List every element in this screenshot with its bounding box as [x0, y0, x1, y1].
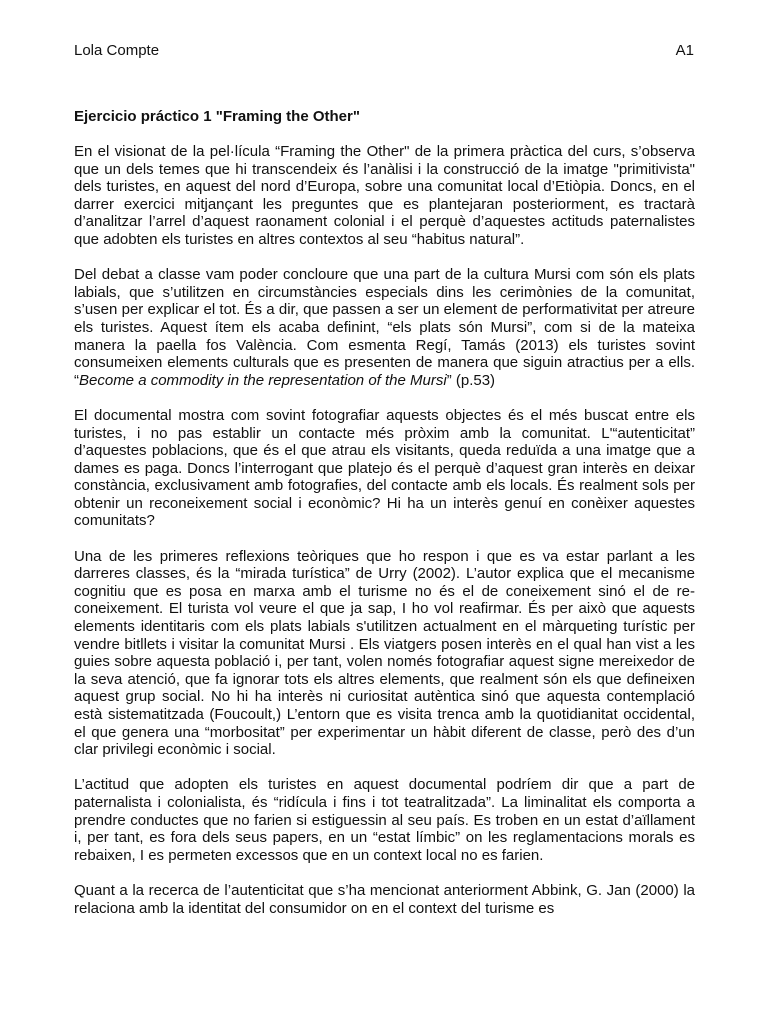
paragraph-debate [74, 266, 695, 389]
page-header [74, 42, 694, 60]
paragraph-attitude: L’actitud que adopten els turistes en aquest documental podríem dir que a part de paternalista i colonialista, és “ridícula i fins i tot teatralitzada”. La liminalitat els comporta a prendre conductes que no farien si estiguessin al seu país. Es troben en un estat d’aïllament i, per tant, es fora dels seus papers, en un “estat límbic” on les reglamentacions morals es rebaixen, I es permeten excessos que en un context local no es farien. [74, 776, 695, 864]
paragraph-documentary: El documental mostra com sovint fotografiar aquests objectes és el més buscat entre els turistes, i no pas establir un contacte més pròxim amb la comunitat. L'“autenticitat” d’aquestes poblacions, que és el que atrau els visitants, queda reduïda a una imatge que a dames es paga. Doncs l’interrogant que platejo és el perquè d’aquest gran interès en deixar constància, exclusivament amb fotografies, del contacte amb els locals. És realment sols per obtenir un reconeixement social i econòmic? Hi ha un interès genuí en conèixer aquestes comunitats? [74, 406, 695, 530]
document-title: Ejercicio práctico 1 "Framing the Other" [74, 108, 360, 125]
document-body [74, 108, 695, 917]
assignment-code: A1 [675, 42, 694, 59]
author-name: Lola Compte [74, 42, 160, 59]
paragraph-debate-text: Del debat a classe vam poder concloure que una part de la cultura Mursi com són els plats labials, que s’utilitzen en circumstàncies especials dins les cerimònies de la comunitat, s’usen per explicar el tot. És a dir, que passen a ser un element de performativitat per atreure els turistes. Aquest ítem els acaba definint, “els plats són Mursi”, com si de la mateixa manera la paella fos València. Com esmenta Regí, Tamás (2013) els turistes sovint consumeixen elements culturals que es presenten de manera que siguin atractius per a ells. “ [74, 266, 695, 389]
quote-italic: Become a commodity in the representation of the Mursi [79, 371, 447, 389]
paragraph-authenticity: Quant a la recerca de l’autenticitat que s’ha mencionat anteriorment Abbink, G. Jan (2000) la relaciona amb la identitat del consumidor on en el context del turisme es [74, 881, 695, 917]
paragraph-tourist-gaze: Una de les primeres reflexions teòriques que ho respon i que es va estar parlant a les darreres classes, és la “mirada turística” de Urry (2002). L’autor explica que el mecanisme cognitiu que es posa en marxa amb el turisme no és el de coneixement sinó el de re-coneixement. El turista vol veure el que ja sap, I ho vol reafirmar. És per això que aquests elements identitaris com els plats labials s'utilitzen actualment en el màrqueting turístic per vendre bitllets i visitar la comunitat Mursi . Els viatgers posen interès en el qual han vist a les guies sobre aquesta població i, per tant, volen només fotografiar aquest signe mereixedor de la seva atenció, que fa ignorar tots els altres elements, que realment són els que defineixen aquest grup social. No hi ha interès ni curiositat autèntica sinó que aquesta contemplació està sistematitzada (Foucoult,) L’entorn que es visita trenca amb la quotidianitat occidental, el que genera una “morbositat” per experimentar un hàbit diferent de classe, però des d’un clar privilegi econòmic i social. [74, 547, 695, 759]
paragraph-intro: En el visionat de la pel·lícula “Framing the Other" de la primera pràctica del curs, s’observa que un dels temes que hi transcendeix és l’anàlisi i la construcció de la imatge "primitivista" dels turistes, en aquest del nord d’Europa, sobre una comunitat local d’Etiòpia. Doncs, en el darrer exercici mitjançant les preguntes que es plantejaran posteriorment, es tractarà d’analitzar l’arrel d’aquest raonament colonial i el perquè d’aquestes actituds paternalistes que adobten els turistes en altres contextos al seu “habitus natural”. [74, 143, 695, 248]
quote-citation: ” (p.53) [446, 371, 496, 389]
